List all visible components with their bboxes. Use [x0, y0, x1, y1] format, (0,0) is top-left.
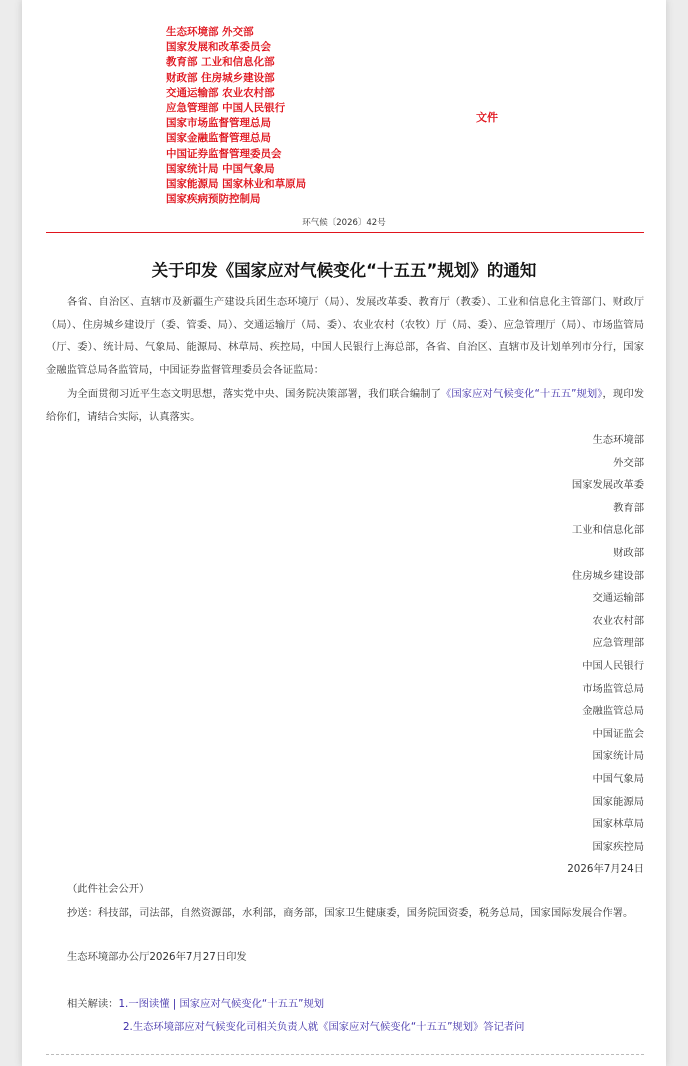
- cc-list: 抄送：科技部，司法部，自然资源部，水利部，商务部，国家卫生健康委，国务院国资委，税务总局，国家国际发展合作署。: [67, 907, 634, 919]
- signer-name: 金融监管总局: [582, 705, 644, 718]
- signing-date: 2026年7月24日: [567, 863, 644, 876]
- signer-name: 国家统计局: [592, 750, 644, 763]
- plan-link[interactable]: 《国家应对气候变化“十五五”规划》: [441, 388, 603, 400]
- signer-name: 生态环境部: [592, 434, 644, 446]
- body-text-before: 为全面贯彻习近平生态文明思想，落实党中央、国务院决策部署，我们联合编制了: [67, 388, 441, 400]
- agency-line: 交通运输部 农业农村部: [166, 86, 275, 99]
- dashed-divider: [46, 1054, 644, 1055]
- related-link-1[interactable]: 1.一图读懂 | 国家应对气候变化“十五五”规划: [118, 998, 325, 1010]
- body-text-after: ，现印发给你们，请结合实际，认真落实。: [46, 388, 645, 423]
- body-paragraph: [46, 383, 644, 428]
- document-word: 文件: [476, 111, 498, 124]
- related-link-2[interactable]: 2.生态环境部应对气候变化司相关负责人就《国家应对气候变化“十五五”规划》答记者问: [123, 1021, 525, 1033]
- signer-name: 国家发展改革委: [571, 479, 644, 492]
- signer-name: 教育部: [613, 501, 644, 514]
- related-readings: [67, 993, 524, 1039]
- agency-line: 国家统计局 中国气象局: [166, 162, 275, 175]
- signer-name: 农业农村部: [592, 614, 644, 627]
- signer-name: 工业和信息化部: [571, 524, 644, 537]
- signer-names: [567, 429, 644, 858]
- agency-line: 国家发展和改革委员会: [166, 41, 271, 54]
- agency-line: 应急管理部 中国人民银行: [166, 102, 286, 115]
- agency-line: 财政部 住房城乡建设部: [166, 71, 275, 84]
- agency-line: 生态环境部 外交部: [166, 26, 254, 38]
- related-label: 相关解读：: [67, 998, 119, 1010]
- agency-line: 国家金融监督管理总局: [166, 132, 271, 145]
- signers-list: [567, 429, 644, 881]
- agency-line: 国家市场监督管理总局: [166, 117, 271, 130]
- signer-name: 财政部: [613, 546, 644, 559]
- addressees-paragraph: 各省、自治区、直辖市及新疆生产建设兵团生态环境厅（局）、发展改革委、教育厅（教委）、工业和信息化主管部门、财政厅（局）、住房城乡建设厅（委、管委、局）、交通运输厅（局、委）、农业农村（农牧）厅（局、委）、应急管理厅（局）、市场监管局（厅、委）、统计局、气象局、能源局、林草局、疾控局，中国人民银行上海总部，各省、自治区、直辖市及计划单列市分行，国家金融监管总局各监管局，中国证券监督管理委员会各证监局：: [46, 296, 644, 376]
- signer-name: 中国证监会: [592, 727, 644, 740]
- notice-title: 关于印发《国家应对气候变化“十五五”规划》的通知: [151, 261, 537, 280]
- agency-line: 中国证券监督管理委员会: [166, 147, 282, 160]
- signer-name: 住房城乡建设部: [571, 569, 644, 582]
- signer-name: 应急管理部: [592, 637, 644, 650]
- signer-name: 中国人民银行: [582, 659, 644, 672]
- signer-name: 中国气象局: [592, 772, 644, 785]
- signer-name: 国家林草局: [592, 818, 644, 831]
- printed-by: 生态环境部办公厅2026年7月27日印发: [67, 951, 247, 963]
- agency-line: 教育部 工业和信息化部: [166, 56, 275, 69]
- issuing-agencies: [166, 25, 306, 207]
- public-note: （此件社会公开）: [67, 883, 150, 895]
- agency-line: 国家疾病预防控制局: [166, 193, 261, 206]
- document-number: 环气候〔2026〕42号: [302, 218, 386, 228]
- agency-line: 国家能源局 国家林业和草原局: [166, 178, 307, 191]
- signer-name: 国家疾控局: [592, 840, 644, 853]
- signer-name: 国家能源局: [592, 795, 644, 808]
- signer-name: 交通运输部: [592, 592, 644, 605]
- red-divider: [46, 232, 644, 233]
- signer-name: 外交部: [613, 456, 644, 469]
- signer-name: 市场监管总局: [582, 682, 644, 695]
- document-page: [22, 0, 666, 1066]
